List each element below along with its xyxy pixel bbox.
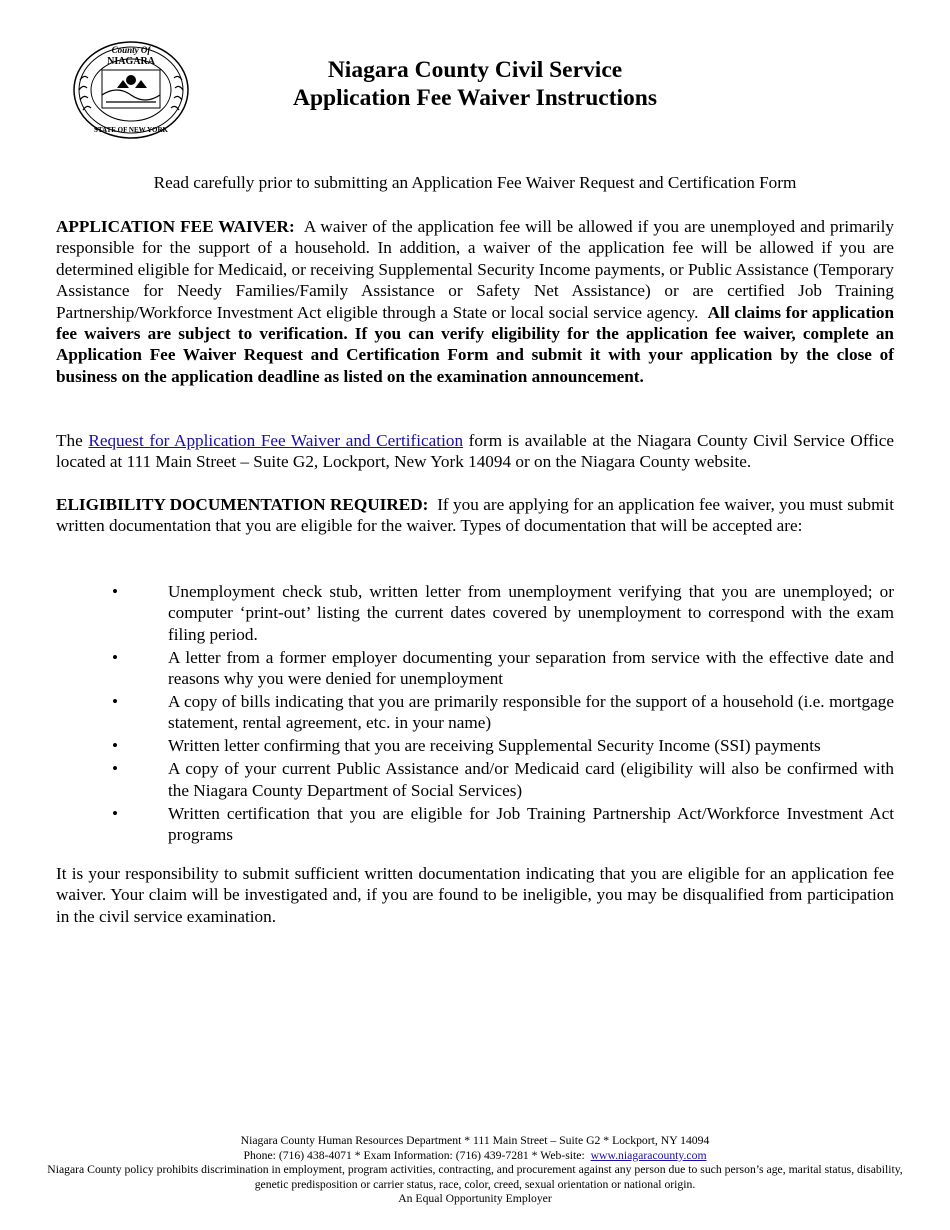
title-line-2: Application Fee Waiver Instructions [292, 85, 658, 111]
eligibility-paragraph [56, 494, 894, 537]
list-item: • A letter from a former employer documenting your separation from service with the effective date and reasons why you were denied for unemployment [112, 647, 894, 689]
list-item: • A copy of bills indicating that you are primarily responsible for the support of a household (i.e. mortgage statement, rental agreement, etc. in your name) [112, 692, 894, 733]
list-item: • A copy of your current Public Assistance and/or Medicaid card (eligibility will also be confirmed with the Niagara County Department of Social Services) [112, 759, 894, 800]
list-item: • Written certification that you are eligible for Job Training Partnership Act/Workforce Investment Act programs [112, 803, 894, 844]
bullet-icon: • [112, 759, 119, 779]
fee-waiver-form-link[interactable]: Request for Application Fee Waiver and Certification [88, 431, 464, 450]
bullet-icon: • [112, 582, 119, 601]
footer-phone: Phone: (716) 438-4071 * Exam Information: (716) 439-7281 * Web-site: [243, 1148, 585, 1162]
availability-suffix: form is available at the Niagara County Civil Service Office located at 111 Main Street – Suite G2, Lockport, New York 14094 or on the Niagara County website. [56, 431, 895, 472]
bullet-icon: • [112, 692, 119, 712]
list-item: • Written letter confirming that you are receiving Supplemental Security Income (SSI) payments [112, 736, 821, 756]
eligibility-body: If you are applying for an application fee waiver, you must submit written documentation that you are eligible for the waiver. Types of documentation that will be accepted are: [56, 495, 895, 536]
fee-waiver-notice: All claims for application fee waivers are subject to verification. If you can verify eligibility for the application fee waiver, complete an Application Fee Waiver Request and Certification Form and submit it with your application by the close of business on the application deadline as listed on the examination announcement. [56, 302, 895, 386]
fee-waiver-heading: APPLICATION FEE WAIVER: [56, 217, 295, 236]
availability-prefix: The [56, 431, 83, 450]
footer-contact [40, 1149, 910, 1164]
seal-text-bottom: STATE OF NEW YORK [94, 126, 168, 134]
intro-text: Read carefully prior to submitting an Application Fee Waiver Request and Certification Form [153, 173, 797, 192]
eligibility-heading: ELIGIBILITY DOCUMENTATION REQUIRED: [56, 495, 429, 514]
title-line-1: Niagara County Civil Service [327, 57, 623, 83]
bullet-icon: • [112, 736, 119, 756]
seal-text-top: County Of [111, 45, 151, 55]
list-item: • Unemployment check stub, written letter from unemployment verifying that you are unemployed; or computer ‘print-out’ listing the current dates covered by unemployment to correspond with the exam filing period. [112, 582, 894, 644]
availability-paragraph [56, 430, 894, 473]
responsibility-paragraph: It is your responsibility to submit sufficient written documentation indicating that you are eligible for an application fee waiver. Your claim will be investigated and, if you are found to be ineligible, you may be disqualified from participation in the civil service examination. [56, 864, 894, 926]
fee-waiver-paragraph [56, 216, 894, 387]
documentation-list [56, 581, 894, 847]
county-seal-icon [72, 40, 190, 140]
footer-eoe: An Equal Opportunity Employer [398, 1192, 552, 1206]
document-title [200, 56, 750, 112]
fee-waiver-body: A waiver of the application fee will be allowed if you are unemployed and primarily responsible for the support of a household. In addition, a waiver of the application fee will be allowed if you are determined eligible for Medicaid, or receiving Supplemental Security Income payments, or Public Assistance (Temporary Assistance for Needy Families/Family Assistance or Safety Net Assistance) or are certified Job Training Partnership/Workforce Investment Act eligible through a State or local social service agency. [56, 217, 894, 322]
seal-text-name: NIAGARA [107, 56, 155, 67]
bullet-icon: • [112, 803, 119, 823]
footer-address: Niagara County Human Resources Department * 111 Main Street – Suite G2 * Lockport, NY 14094 [240, 1134, 710, 1147]
page-footer [40, 1134, 910, 1207]
website-link[interactable]: www.niagaracounty.com [590, 1148, 707, 1162]
footer-policy: Niagara County policy prohibits discrimination in employment, program activities, contracting, and procurement against any person due to such person’s age, marital status, disability, genetic predisposition or carrier status, race, color, creed, sexual orientation or national origin. [47, 1163, 903, 1191]
bullet-icon: • [112, 647, 119, 667]
